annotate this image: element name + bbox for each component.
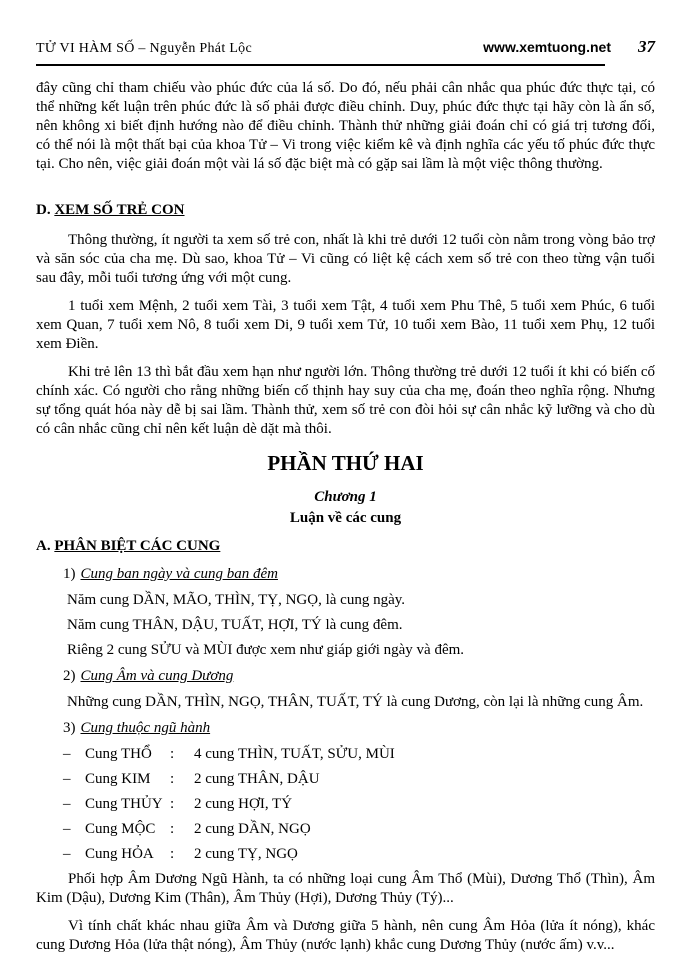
subsection-3-heading: [63, 719, 655, 738]
section-d-heading: [36, 201, 655, 220]
intro-paragraph: đây cũng chỉ tham chiếu vào phúc đức của lá số. Do đó, nếu phải cân nhắc qua phúc đức thực tại, có thể những kết luận trên phúc đức là số phải được điều chỉnh. Duy, phúc đức thực tại hãy còn là ẩn số, nên không xi biết định hướng nào để điều chỉnh. Thành thử những giải đoán chỉ có giá trị tương đối, có thể nói là một thất bại của khoa Tử – Vi trong việc kiểm kê và định nghĩa các yếu tố phúc đức thực tại. Cho nên, việc giải đoán một vài lá số đặc biệt mà có gặp sai lầm là một việc thông thường.: [36, 80, 655, 172]
section-d-paragraph: 1 tuổi xem Mệnh, 2 tuổi xem Tài, 3 tuổi xem Tật, 4 tuổi xem Phu Thê, 5 tuổi xem Phúc, 6 tuổi xem Quan, 7 tuổi xem Nô, 8 tuổi xem Di, 9 tuổi xem Tử, 10 tuổi xem Bào, 11 tuổi xem Phụ, 12 tuổi xem Điền.: [36, 298, 655, 352]
element-value: 2 cung TỴ, NGỌ: [194, 846, 298, 862]
element-row-thuy: [63, 795, 655, 814]
section-a-title: PHÂN BIỆT CÁC CUNG: [54, 538, 221, 554]
website-label: www.xemtuong.net: [483, 39, 611, 55]
chapter-title: Luận về các cung: [289, 510, 402, 526]
element-row-kim: [63, 770, 655, 789]
chapter-heading: Chương 1: [314, 489, 377, 505]
element-row-moc: [63, 820, 655, 839]
element-row-tho: [63, 745, 655, 764]
dash-bullet: –: [63, 746, 71, 762]
subsection-3-title: Cung thuộc ngũ hành: [80, 720, 211, 736]
element-colon: :: [170, 846, 175, 862]
dash-bullet: –: [63, 771, 71, 787]
subsection-1-title: Cung ban ngày và cung ban đêm: [80, 566, 278, 582]
element-name: Cung MỘC: [85, 821, 156, 837]
dash-bullet: –: [63, 796, 71, 812]
book-title: TỬ VI HÀM SỐ – Nguyễn Phát Lộc: [36, 41, 252, 56]
closing-paragraph: Vì tính chất khác nhau giữa Âm và Dương giữa 5 hành, nên cung Âm Hỏa (lửa ít nóng), khác cung Dương Hỏa (lửa thật nóng), Âm Thủy (nước lạnh) khắc cung Dương Thủy (nước ấm) v.v...: [36, 918, 655, 953]
header-rule: [36, 64, 605, 66]
page-number: 37: [638, 37, 655, 56]
element-name: Cung THỦY: [85, 796, 163, 812]
border-cungs-line: Riêng 2 cung SỬU và MÙI được xem như giáp giới ngày và đêm.: [67, 642, 465, 658]
page-body: [36, 79, 655, 955]
duong-cungs-line: Những cung DẦN, THÌN, NGỌ, THÂN, TUẤT, TÝ là cung Dương, còn lại là những cung Âm.: [67, 694, 644, 710]
section-d-paragraph: Thông thường, ít người ta xem số trẻ con, nhất là khi trẻ dưới 12 tuổi còn nằm trong vòng bảo trợ và săn sóc của cha mẹ. Dù sao, khoa Tử – Vi cũng có liệt kệ cách xem số trẻ con theo từng vận tuổi sau đây, mỗi tuổi tương ứng với một cung.: [36, 232, 655, 286]
subsection-1-number: 1): [63, 566, 76, 582]
dash-bullet: –: [63, 821, 71, 837]
subsection-1-heading: [63, 565, 655, 584]
element-value: 2 cung DẦN, NGỌ: [194, 821, 311, 837]
section-a-heading: [36, 537, 655, 556]
element-colon: :: [170, 821, 175, 837]
element-colon: :: [170, 796, 175, 812]
element-name: Cung KIM: [85, 771, 151, 787]
element-colon: :: [170, 771, 175, 787]
element-name: Cung HỎA: [85, 846, 154, 862]
section-d-label: D.: [36, 202, 51, 218]
closing-paragraph: Phối hợp Âm Dương Ngũ Hành, ta có những loại cung Âm Thổ (Mùi), Dương Thổ (Thìn), Âm Kim (Dậu), Dương Kim (Thân), Âm Thủy (Hợi), Dương Thủy (Tý)...: [36, 871, 655, 906]
subsection-3-number: 3): [63, 720, 76, 736]
header-row: [36, 38, 655, 58]
element-name: Cung THỔ: [85, 746, 152, 762]
part-title: PHẦN THỨ HAI: [267, 451, 424, 475]
subsection-2-number: 2): [63, 668, 76, 684]
page-header: [36, 38, 655, 66]
section-d-title: XEM SỐ TRẺ CON: [54, 202, 185, 218]
section-d-paragraph: Khi trẻ lên 13 thì bắt đầu xem hạn như người lớn. Thông thường trẻ dưới 12 tuổi ít khi có biến cố chính xác. Có người cho rằng những biến cố thịnh hay suy của cha mẹ, đoán theo nghĩa rộng. Nhưng sự tổng quát hóa này dễ bị sai lầm. Thành thử, xem số trẻ con đòi hỏi sự cân nhắc kỹ lưỡng và cho dù có cân nhắc cũng chỉ nên kết luận dè dặt mà thôi.: [36, 364, 655, 437]
subsection-2-title: Cung Âm và cung Dương: [80, 668, 234, 684]
dash-bullet: –: [63, 846, 71, 862]
night-cungs-line: Năm cung THÂN, DẬU, TUẤT, HỢI, TÝ là cung đêm.: [67, 617, 403, 633]
element-value: 2 cung THÂN, DẬU: [194, 771, 320, 787]
element-colon: :: [170, 746, 175, 762]
element-row-hoa: [63, 845, 655, 864]
subsection-2-heading: [63, 667, 655, 686]
element-value: 4 cung THÌN, TUẤT, SỬU, MÙI: [194, 746, 395, 762]
section-a-label: A.: [36, 538, 51, 554]
element-value: 2 cung HỢI, TÝ: [194, 796, 293, 812]
day-cungs-line: Năm cung DẦN, MÃO, THÌN, TỴ, NGỌ, là cung ngày.: [67, 592, 406, 608]
